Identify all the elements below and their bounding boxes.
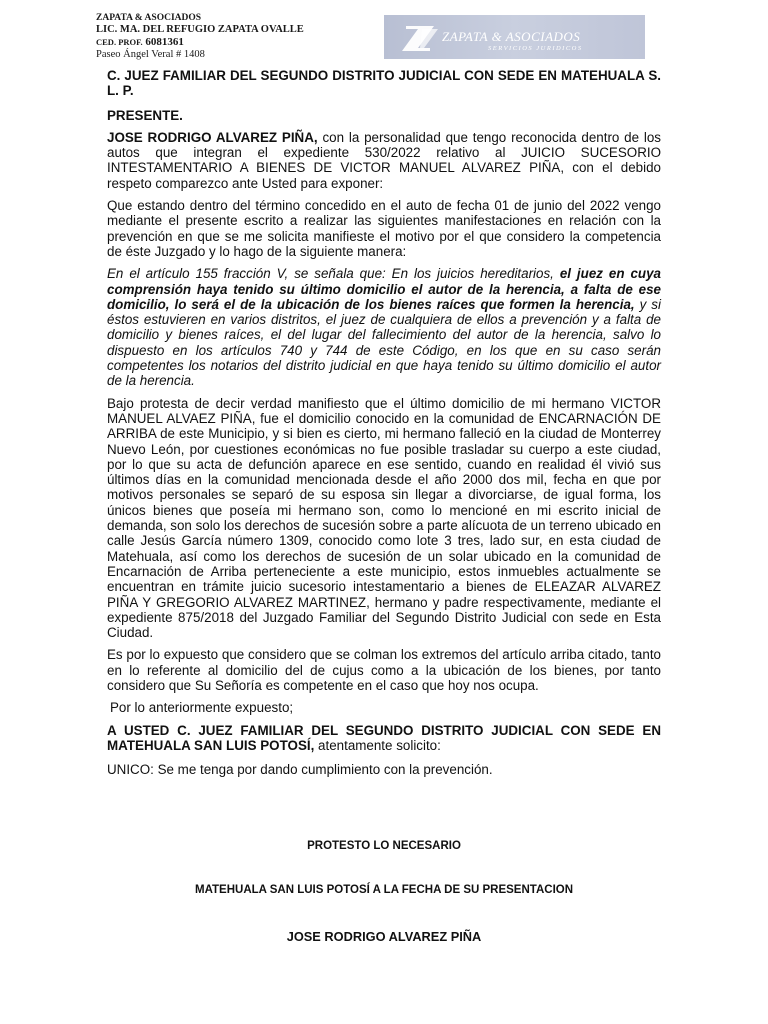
closing-protesto: PROTESTO LO NECESARIO	[307, 840, 461, 852]
logo-a-mark	[420, 29, 438, 48]
paragraph-conclusion: Es por lo expuesto que considero que se colman los extremos del artículo arriba citado, tanto en lo referente al domicilio del de cujus como a la ubicación de los bienes, por tanto considero que Su Señoría es competente en el caso que hoy nos ocupa.	[107, 647, 661, 693]
paragraph-unico: UNICO: Se me tenga por dando cumplimiento con la prevención.	[107, 762, 493, 778]
petitioner-name: JOSE RODRIGO ALVAREZ PIÑA,	[107, 129, 318, 145]
signatory-name: JOSE RODRIGO ALVAREZ PIÑA	[286, 929, 482, 944]
document-body	[107, 68, 661, 784]
logo-subtext: SERVICIOS JURIDICOS	[488, 45, 583, 52]
closing-place-date: MATEHUALA SAN LUIS POTOSÍ A LA FECHA DE SU PRESENTACION	[194, 884, 574, 896]
letterhead	[96, 12, 304, 61]
ced-label: CED. PROF.	[96, 37, 143, 47]
legal-quote-c: y si éstos estuvieren en varios distritos, el juez de cualquiera de ellos a prevención y a falta de domicilio y bienes raíces, el del lugar del fallecimiento del autor de la herencia, salvo lo dispuesto en los artículos 740 y 744 de este Código, en los que en su caso serán competentes los notarios del distrito judicial en que haya tenido su último domicilio el autor de la herencia.	[107, 296, 661, 389]
request-addressee: A USTED C. JUEZ FAMILIAR DEL SEGUNDO DISTRITO JUDICIAL CON SEDE EN MATEHUALA SAN LUIS POTOSÍ,	[107, 722, 661, 753]
paragraph-therefore: Por lo anteriormente expuesto;	[110, 700, 294, 716]
paragraph-intro	[107, 130, 661, 191]
legal-quote-a: En el artículo 155 fracción V, se señala que: En los juicios hereditarios,	[107, 266, 560, 282]
lawyer-name: LIC. MA. DEL REFUGIO ZAPATA OVALLE	[96, 24, 304, 35]
paragraph-intro-text: con la personalidad que tengo reconocida dentro de los autos que integran el expediente 530/2022 relativo al JUICIO SUCESORIO INTESTAMENTARIO A BIENES DE VICTOR MANUEL ALVAREZ PIÑA, con el debido respeto comparezco ante Usted para exponer:	[107, 129, 661, 191]
professional-id	[96, 36, 304, 49]
ced-number: 6081361	[145, 36, 184, 48]
paragraph-facts: Bajo protesta de decir verdad manifiesto que el último domicilio de mi hermano VICTOR MANUEL ALVAEZ PIÑA, fue el domicilio conocido en la comunidad de ENCARNACIÓN DE ARRIBA de este Municipio, y si bien es cierto, mi hermano falleció en la ciudad de Monterrey Nuevo León, por cuestiones económicas no fue posible trasladar su cuerpo a este ciudad, por lo que su acta de defunción aparece en ese sentido, cuando en realidad él vivió sus últimos días en la comunidad mencionada desde el año 2000 dos mil, fecha en que por motivos personales se separó de su esposa sin llegar a divorciarse, de igual forma, los únicos bienes que poseía mi hermano son, como lo mencioné en mi escrito inicial de demanda, son solo los derechos de sucesión sobre a parte alícuota de un terreno ubicado en calle Jesús García número 1309, conocido como lote 3 tres, lado sur, en esta ciudad de Matehuala, así como los derechos de sucesión de un solar ubicado en la comunidad de Encarnación de Arriba perteneciente a este municipio, estos inmuebles actualmente se encuentran en trámite juicio sucesorio intestamentario a bienes de ELEAZAR ALVAREZ PIÑA Y GREGORIO ALVAREZ MARTINEZ, hermano y padre respectivamente, mediante el expediente 875/2018 del Juzgado Familiar del Segundo Distrito Judicial con sede en Esta Ciudad.	[107, 395, 661, 641]
logo-text: ZAPATA & ASOCIADOS	[442, 29, 581, 44]
firm-address: Paseo Ángel Veral # 1408	[96, 49, 205, 60]
paragraph-term: Que estando dentro del término concedido en el auto de fecha 01 de junio del 2022 vengo mediante el presente escrito a realizar las siguientes manifestaciones en relación con la prevención en que se me solicita manifieste el motivo por el que considero la competencia de éste Juzgado y lo hago de la siguiente manera:	[107, 198, 661, 259]
firm-logo-graphic	[384, 15, 645, 59]
presente-line: PRESENTE.	[107, 107, 183, 123]
paragraph-request	[107, 723, 661, 754]
legal-quote	[107, 266, 661, 388]
addressee-heading: C. JUEZ FAMILIAR DEL SEGUNDO DISTRITO JUDICIAL CON SEDE EN MATEHUALA S. L. P.	[107, 68, 661, 99]
firm-name: ZAPATA & ASOCIADOS	[96, 13, 202, 23]
legal-quote-emphasis: el juez en cuya comprensión haya tenido su último domicilio el autor de la herencia, a falta de ese domicilio, lo será el de la ubicación de los bienes raíces que formen la herencia,	[107, 266, 661, 312]
firm-logo	[384, 15, 645, 59]
request-text: atentamente solicito:	[314, 737, 441, 753]
